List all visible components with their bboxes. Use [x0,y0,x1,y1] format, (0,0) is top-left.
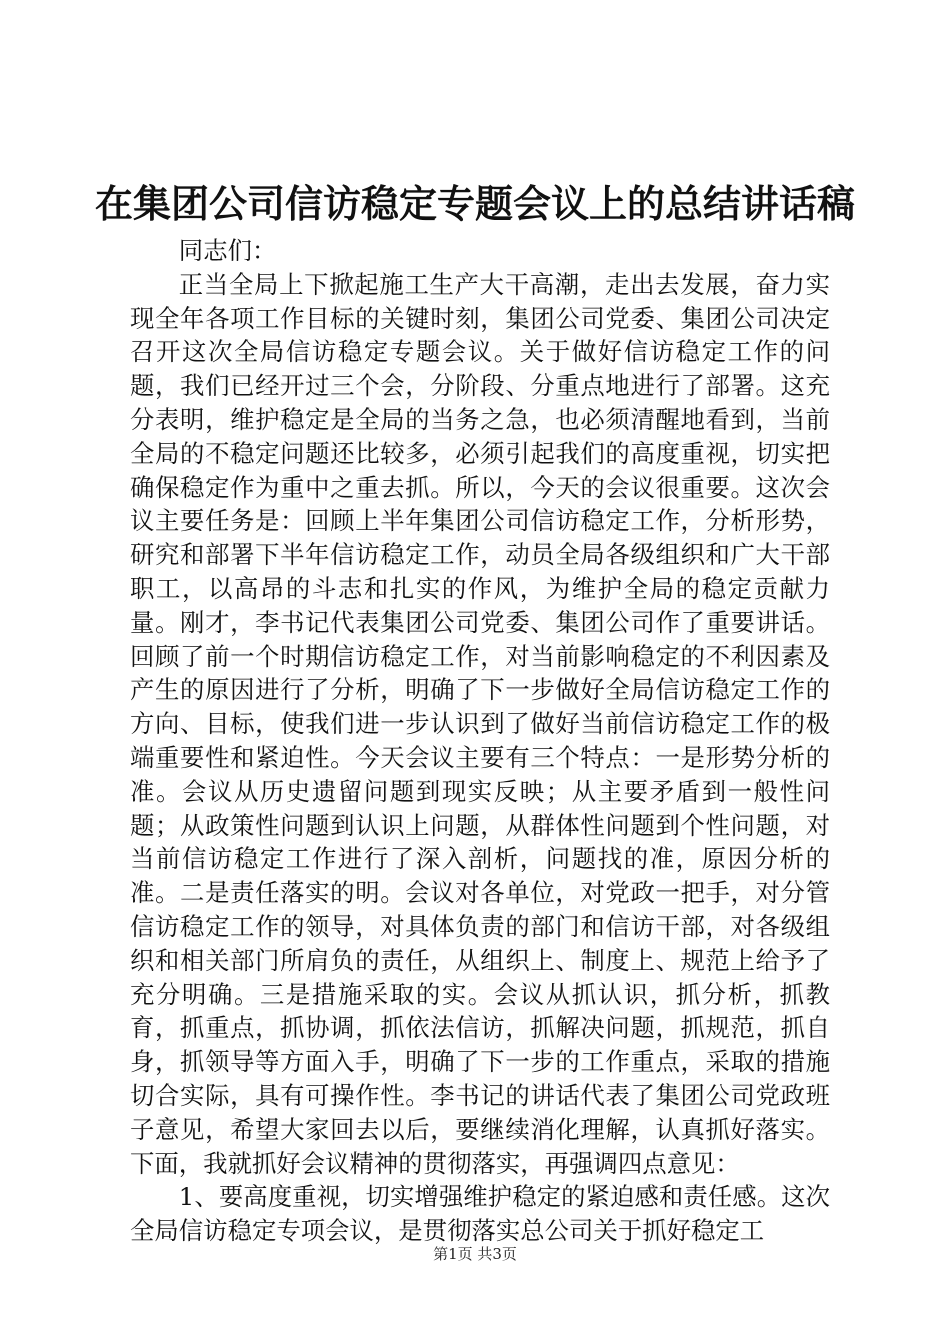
document-title: 在集团公司信访稳定专题会议上的总结讲话稿 [94,182,855,226]
page-number-footer: 第1页 共3页 [433,1245,517,1263]
document-body [130,234,830,1248]
body-paragraph: 正当全局上下掀起施工生产大干高潮，走出去发展，奋力实现全年各项工作目标的关键时刻，集团公司党委、集团公司决定召开这次全局信访稳定专题会议。关于做好信访稳定工作的问题，我们已经开过三个会，分阶段、分重点地进行了部署。这充分表明，维护稳定是全局的当务之急，也必须清醒地看到，当前全局的不稳定问题还比较多，必须引起我们的高度重视，切实把确保稳定作为重中之重去抓。所以，今天的会议很重要。这次会议主要任务是：回顾上半年集团公司信访稳定工作，分析形势，研究和部署下半年信访稳定工作，动员全局各级组织和广大干部职工，以高昂的斗志和扎实的作风，为维护全局的稳定贡献力量。刚才，李书记代表集团公司党委、集团公司作了重要讲话。回顾了前一个时期信访稳定工作，对当前影响稳定的不利因素及产生的原因进行了分析，明确了下一步做好全局信访稳定工作的方向、目标，使我们进一步认识到了做好当前信访稳定工作的极端重要性和紧迫性。今天会议主要有三个特点：一是形势分析的准。会议从历史遗留问题到现实反映；从主要矛盾到一般性问题；从政策性问题到认识上问题，从群体性问题到个性问题，对当前信访稳定工作进行了深入剖析，问题找的准，原因分析的准。二是责任落实的明。会议对各单位，对党政一把手，对分管信访稳定工作的领导，对具体负责的部门和信访干部，对各级组织和相关部门所肩负的责任，从组织上、制度上、规范上给予了充分明确。三是措施采取的实。会议从抓认识，抓分析，抓教育，抓重点，抓协调，抓依法信访，抓解决问题，抓规范，抓自身，抓领导等方面入手，明确了下一步的工作重点，采取的措施切合实际，具有可操作性。李书记的讲话代表了集团公司党政班子意见，希望大家回去以后，要继续消化理解，认真抓好落实。下面，我就抓好会议精神的贯彻落实，再强调四点意见： [130,269,830,1178]
salutation: 同志们： [178,236,277,265]
body-paragraph: 1、要高度重视，切实增强维护稳定的紧迫感和责任感。这次全局信访稳定专项会议，是贯彻落实总公司关于抓好稳定工 [130,1182,830,1246]
